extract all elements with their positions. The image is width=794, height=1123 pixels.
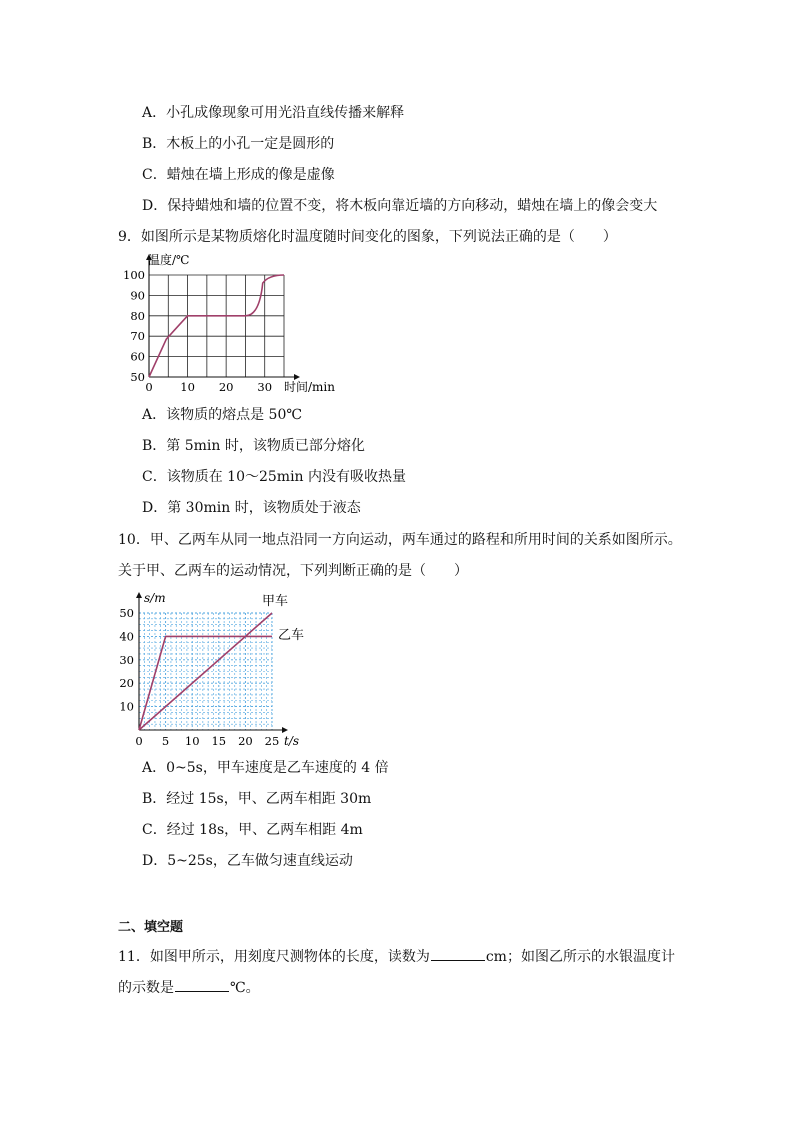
- x-tick-label: 10: [184, 734, 200, 748]
- x-tick-label: 15: [211, 734, 227, 748]
- y-tick-label: 90: [130, 288, 145, 303]
- q11-blank1[interactable]: [431, 946, 485, 961]
- q10-option-c: C．经过 18s，甲、乙两车相距 4m: [142, 822, 363, 838]
- q10-option-a: A．0~5s，甲车速度是乙车速度的 4 倍: [142, 760, 389, 776]
- q8-option-c: C．蜡烛在墙上形成的像是虚像: [142, 167, 335, 183]
- q11-part2: cm；如图乙所示的水银温度计: [485, 949, 675, 965]
- x-tick-label: 25: [264, 734, 280, 748]
- y-tick-label: 40: [119, 629, 134, 644]
- q9-option-a: A．该物质的熔点是 50℃: [142, 407, 303, 423]
- q10-stem-line2: 关于甲、乙两车的运动情况，下列判断正确的是（ ）: [118, 563, 468, 579]
- melting-chart-axes: [146, 254, 300, 380]
- q8-option-d: D．保持蜡烛和墙的位置不变，将木板向靠近墙的方向移动，蜡烛在墙上的像会变大: [142, 198, 658, 214]
- q11-part4: ℃。: [230, 980, 260, 996]
- q10-option-d: D．5~25s，乙车做匀速直线运动: [142, 853, 353, 869]
- q11-line2: [118, 977, 260, 997]
- melting-chart: [118, 250, 348, 400]
- y-tick-label: 70: [130, 329, 145, 344]
- y-tick-label: 50: [130, 370, 145, 384]
- y-tick-label: 50: [119, 606, 134, 620]
- q11-blank2[interactable]: [175, 977, 229, 992]
- q11-part3: 的示数是: [118, 980, 174, 996]
- y-tick-label: 20: [119, 676, 134, 691]
- x-tick-label: 30: [257, 380, 273, 394]
- q9-stem: 9．如图所示是某物质熔化时温度随时间变化的图象，下列说法正确的是（ ）: [118, 229, 617, 245]
- melting-curve: [149, 275, 284, 377]
- q10-option-b: B．经过 15s，甲、乙两车相距 30m: [142, 791, 372, 807]
- y-tick-label: 30: [119, 652, 134, 667]
- y-tick-label: 100: [123, 268, 145, 282]
- y-axis-arrow: [136, 592, 142, 598]
- x-tick-label: 0: [145, 380, 153, 394]
- x-tick-label: 10: [180, 380, 195, 394]
- motion-chart-ylabel: s/m: [144, 591, 166, 605]
- series-jia-label: 甲车: [262, 594, 289, 609]
- motion-chart: [112, 588, 322, 753]
- x-tick-label: 20: [218, 380, 234, 394]
- x-tick-label: 20: [238, 734, 253, 748]
- motion-chart-xlabel: t/s: [284, 734, 300, 748]
- y-tick-label: 80: [130, 308, 145, 323]
- q9-option-d: D．第 30min 时，该物质处于液态: [142, 500, 361, 516]
- melting-chart-ylabel: 温度/℃: [148, 253, 190, 267]
- q9-option-c: C．该物质在 10～25min 内没有吸收热量: [142, 469, 407, 485]
- y-tick-label: 60: [130, 349, 145, 364]
- series-yi-label: 乙车: [278, 628, 305, 643]
- q10-stem-line1: 10．甲、乙两车从同一地点沿同一方向运动，两车通过的路程和所用时间的关系如图所示。: [118, 532, 682, 548]
- x-axis-arrow: [282, 727, 288, 733]
- melting-chart-xlabel: 时间/min: [284, 380, 335, 394]
- q11-line1: [118, 946, 675, 966]
- x-tick-label: 0: [135, 734, 143, 748]
- q11-part1: 11．如图甲所示，用刻度尺测物体的长度，读数为: [118, 949, 430, 965]
- q8-option-a: A．小孔成像现象可用光沿直线传播来解释: [142, 105, 405, 121]
- x-tick-label: 5: [161, 734, 170, 748]
- melting-chart-grid: [149, 275, 284, 377]
- y-tick-label: 10: [119, 699, 134, 714]
- q8-option-b: B．木板上的小孔一定是圆形的: [142, 136, 335, 152]
- section-title: 二、填空题: [118, 920, 184, 935]
- q9-option-b: B．第 5min 时，该物质已部分熔化: [142, 438, 365, 454]
